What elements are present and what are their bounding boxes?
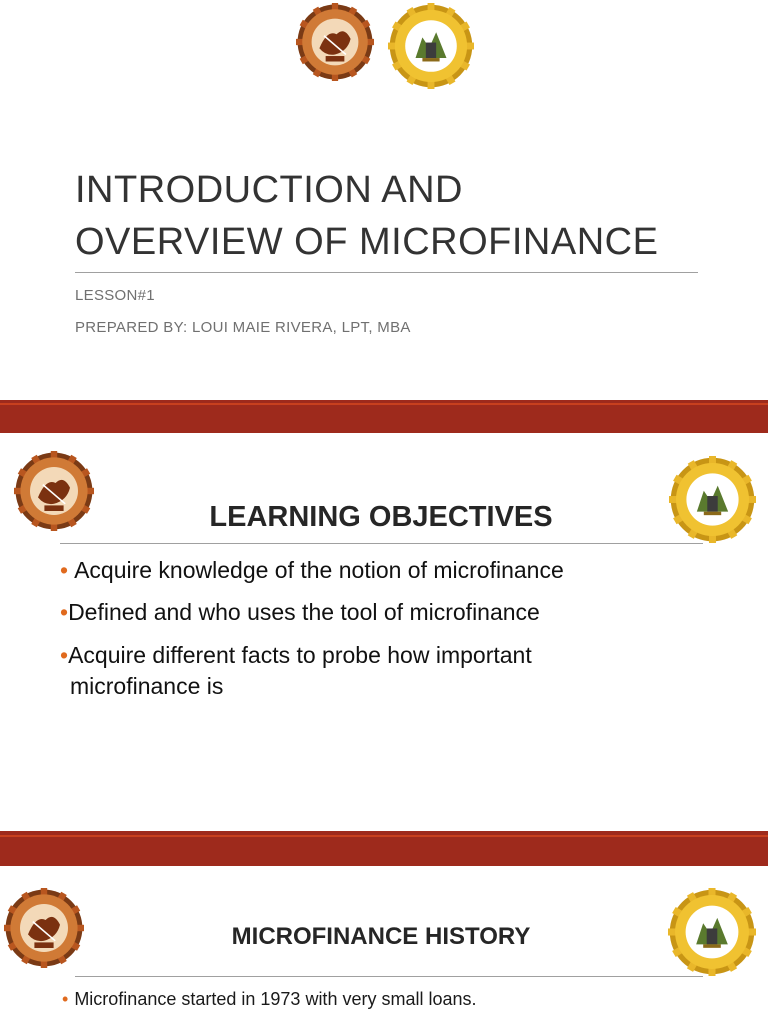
college-seal-icon [668, 888, 756, 976]
slide-learning-objectives [0, 433, 768, 831]
title-line-2: OVERVIEW OF MICROFINANCE [75, 221, 659, 263]
slide-title-heading [75, 164, 658, 268]
prepared-by: PREPARED BY: LOUI MAIE RIVERA, LPT, MBA [75, 319, 411, 336]
history-bullet-1: • Microfinance started in 1973 with very small loans. [62, 989, 477, 1009]
slide-microfinance-history [0, 866, 768, 1024]
university-seal-icon [296, 3, 374, 81]
bullet-dot-icon: • [60, 599, 69, 625]
heading-divider [75, 976, 703, 977]
bullet-dot-icon: • [60, 642, 69, 668]
slide-title [0, 0, 768, 400]
college-seal-icon [669, 456, 756, 543]
college-seal-icon [388, 3, 474, 89]
university-seal-icon [4, 888, 84, 968]
lesson-number: LESSON#1 [75, 287, 155, 304]
title-divider [75, 272, 698, 273]
heading-divider [60, 543, 703, 544]
bullet-dot-icon: • [60, 557, 69, 583]
slide-separator [0, 400, 768, 433]
slide-separator [0, 831, 768, 866]
microfinance-history-heading: MICROFINANCE HISTORY [231, 923, 531, 950]
objective-bullet-3: •Acquire different facts to probe how important microfinance is [60, 640, 532, 702]
university-seal-icon [14, 451, 94, 531]
objective-bullet-1: • Acquire knowledge of the notion of microfinance [60, 557, 564, 583]
objective-bullet-3-continued: microfinance is [70, 673, 224, 699]
title-line-1: INTRODUCTION AND [75, 169, 463, 211]
objective-bullet-2: •Defined and who uses the tool of microfinance [60, 599, 540, 625]
learning-objectives-heading: LEARNING OBJECTIVES [209, 501, 553, 533]
bullet-dot-icon: • [62, 989, 69, 1009]
